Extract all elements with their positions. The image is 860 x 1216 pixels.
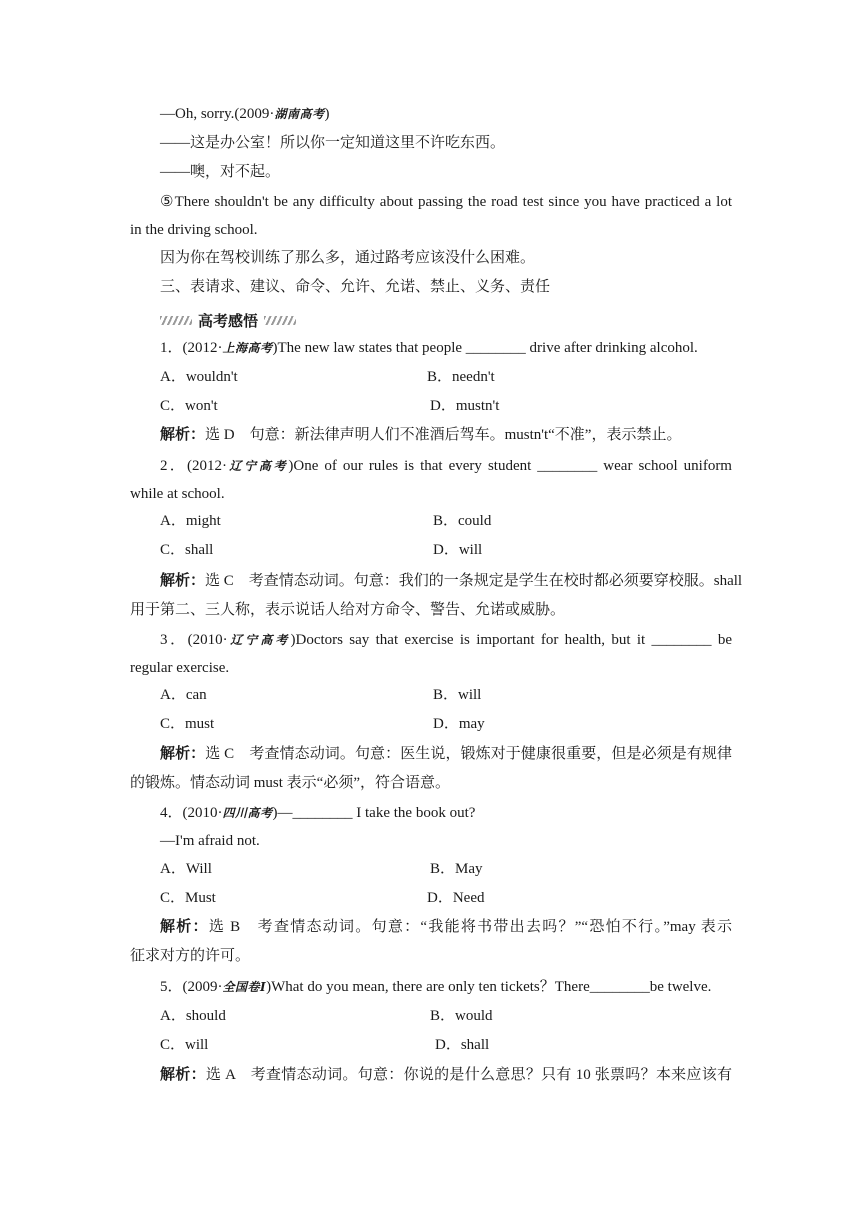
question-4-analysis: 解析：选 B 考查情态动词。句意：“我能将书带出去吗？”“恐怕不行。”may 表示 — [160, 919, 732, 935]
option-d: D．mustn't — [430, 398, 500, 414]
option-b: B．May — [430, 861, 483, 877]
option-d: D．will — [433, 542, 483, 558]
dialogue-line-chinese-1: ——这是办公室！所以你一定知道这里不许吃东西。 — [160, 135, 506, 151]
option-c: C．will — [160, 1037, 209, 1053]
source-label: 辽宁高考 — [227, 633, 291, 647]
option-d: D．may — [433, 716, 485, 732]
source-label: 全国卷Ⅰ — [222, 980, 267, 994]
option-c: C．won't — [160, 398, 218, 414]
question-5-options-row-1 — [160, 1006, 732, 1026]
example-sentence-5: ⑤There shouldn't be any difficulty about passing the road test since you have practiced a lot — [160, 194, 732, 210]
question-4-stem-cont: —I'm afraid not. — [160, 833, 260, 849]
question-4-stem: 4．(2010·四川高考)—________ I take the book out? — [160, 805, 476, 821]
question-5-stem: 5．(2009·全国卷Ⅰ)What do you mean, there are only ten tickets？There________be twelve. — [160, 979, 712, 995]
option-b: B．would — [430, 1008, 493, 1024]
option-d: D．Need — [427, 890, 485, 906]
question-3-stem: 3．(2010·辽宁高考)Doctors say that exercise is important for health, but it ________ be — [160, 632, 732, 648]
option-d: D．shall — [435, 1037, 490, 1053]
option-b: B．will — [433, 687, 482, 703]
question-5-options-row-2 — [160, 1035, 732, 1055]
question-2-stem: 2．(2012·辽宁高考)One of our rules is that every student ________ wear school uniform — [160, 458, 732, 474]
question-4-options-row-2 — [160, 888, 732, 908]
question-3-options-row-2 — [160, 714, 732, 734]
option-a: A．can — [160, 687, 207, 703]
question-1-options-row-1 — [160, 367, 732, 387]
option-a: A．Will — [160, 861, 212, 877]
question-4-options-row-1 — [160, 859, 732, 879]
question-4-analysis-cont: 征求对方的许可。 — [130, 948, 251, 964]
section-banner — [160, 309, 296, 331]
section-heading: 三、表请求、建议、命令、允许、允诺、禁止、义务、责任 — [160, 279, 551, 295]
hatch-decoration-right — [264, 316, 296, 325]
banner-title: 高考感悟 — [198, 313, 259, 330]
hatch-decoration-left — [160, 316, 192, 325]
option-a: A．wouldn't — [160, 369, 238, 385]
question-3-analysis: 解析：选 C 考查情态动词。句意：医生说，锻炼对于健康很重要，但是必须是有规律 — [160, 746, 732, 762]
source-label: 辽宁高考 — [227, 459, 289, 473]
option-c: C．must — [160, 716, 215, 732]
example-sentence-5-cont: in the driving school. — [130, 222, 258, 238]
question-2-analysis: 解析：选 C 考查情态动词。句意：我们的一条规定是学生在校时都必须要穿校服。shall — [160, 573, 743, 589]
question-2-stem-cont: while at school. — [130, 486, 225, 502]
source-label: 上海高考 — [222, 341, 273, 355]
option-b: B．could — [433, 513, 492, 529]
dialogue-line-chinese-2: ——噢，对不起。 — [160, 164, 281, 180]
question-5-analysis: 解析：选 A 考查情态动词。句意：你说的是什么意思？只有 10 张票吗？本来应该有 — [160, 1067, 732, 1083]
option-c: C．shall — [160, 542, 214, 558]
question-1-analysis: 解析：选 D 句意：新法律声明人们不准酒后驾车。mustn't“不准”，表示禁止。 — [160, 427, 682, 443]
question-1-stem: 1．(2012·上海高考)The new law states that people ________ drive after drinking alcohol. — [160, 340, 698, 356]
question-3-stem-cont: regular exercise. — [130, 660, 230, 676]
option-a: A．might — [160, 513, 221, 529]
question-2-options-row-1 — [160, 511, 732, 531]
option-b: B．needn't — [427, 369, 495, 385]
option-c: C．Must — [160, 890, 216, 906]
question-3-options-row-1 — [160, 685, 732, 705]
option-a: A．should — [160, 1008, 226, 1024]
source-label: 湖南高考 — [274, 107, 325, 121]
question-3-analysis-cont: 的锻炼。情态动词 must 表示“必须”，符合语意。 — [130, 775, 450, 791]
question-2-options-row-2 — [160, 540, 732, 560]
dialogue-line-english: —Oh, sorry.(2009·湖南高考) — [160, 106, 330, 122]
question-2-analysis-cont: 用于第二、三人称，表示说话人给对方命令、警告、允诺或威胁。 — [130, 602, 566, 618]
source-label: 四川高考 — [222, 806, 273, 820]
example-translation-5: 因为你在驾校训练了那么多，通过路考应该没什么困难。 — [160, 250, 536, 266]
question-1-options-row-2 — [160, 396, 732, 416]
